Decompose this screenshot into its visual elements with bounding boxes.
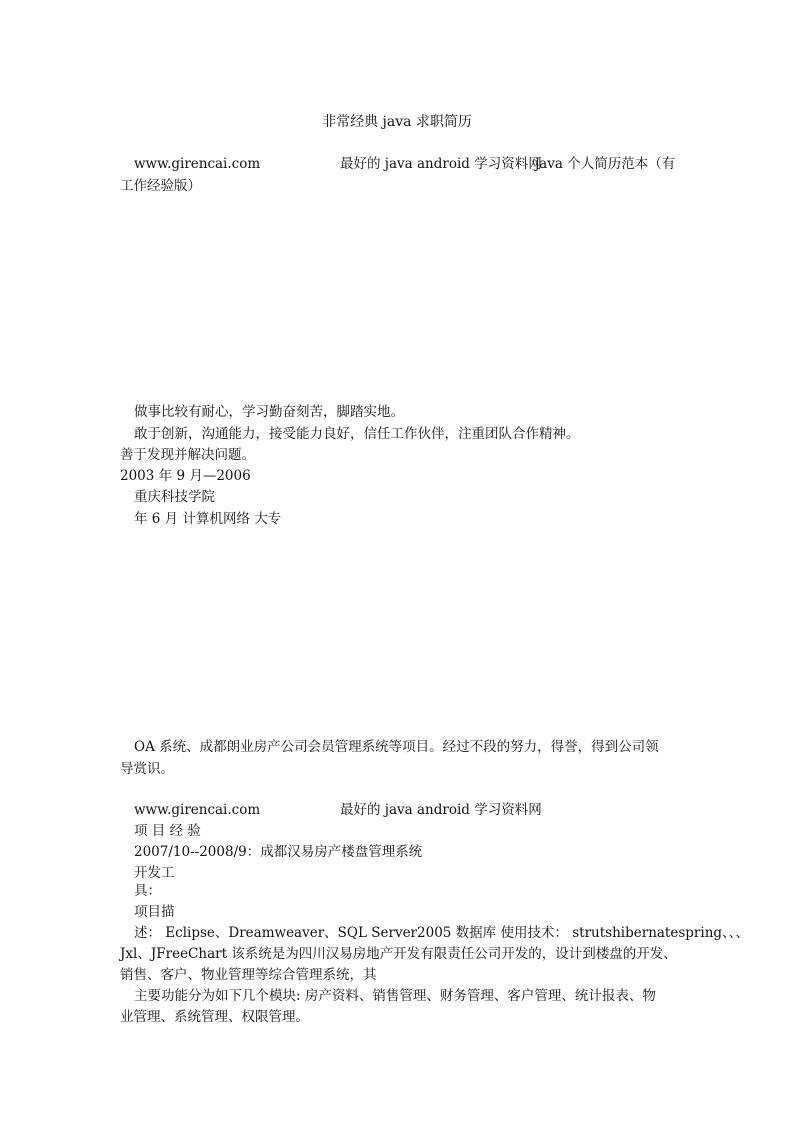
project-desc-line: 述： Eclipse、Dreamweaver、SQL Server2005 数据库 使用技术： strutshibernatespring、、、 xyxy=(134,925,750,941)
education-period: 2003 年 9 月—2006 xyxy=(120,468,251,484)
experience-summary-line: OA 系统、成都朗业房产公司会员管理系统等项目。经过不段的努力，得誉，得到公司领 xyxy=(134,739,659,755)
profile-line: 善于发现并解决问题。 xyxy=(120,447,255,463)
project-period-name: 2007/10--2008/9：成都汉易房产楼盘管理系统 xyxy=(134,844,423,860)
experience-summary-line: 导赏识。 xyxy=(120,761,174,777)
project-tools-label: 具： xyxy=(134,883,161,899)
project-section-title: 项 目 经 验 xyxy=(134,823,201,839)
profile-line: 做事比较有耐心，学习勤奋刻苦，脚踏实地。 xyxy=(134,404,404,420)
site-url: www.girencai.com xyxy=(134,156,261,172)
project-desc-line: 销售、客户、物业管理等综合管理系统，其 xyxy=(120,967,377,983)
education-school: 重庆科技学院 xyxy=(134,489,215,505)
project-desc-line: Jxl、JFreeChart 该系统是为四川汉易房地产开发有限责任公司开发的，设计到楼盘的开发、 xyxy=(120,946,677,962)
site-tagline: 最好的 java android 学习资料网 xyxy=(340,802,542,818)
project-modules-line: 主要功能分为如下几个模块: 房产资料、销售管理、财务管理、客户管理、统计报表、物 xyxy=(134,988,656,1004)
resume-subtitle: java 个人简历范本（有 xyxy=(535,156,676,172)
profile-line: 敢于创新，沟通能力，接受能力良好，信任工作伙伴，注重团队合作精神。 xyxy=(134,426,580,442)
resume-subtitle-wrap: 工作经验版） xyxy=(120,178,201,194)
education-detail: 年 6 月 计算机网络 大专 xyxy=(134,511,282,527)
project-modules-line: 业管理、系统管理、权限管理。 xyxy=(120,1009,309,1025)
project-desc-label: 项目描 xyxy=(134,904,175,920)
project-tools-label: 开发工 xyxy=(134,865,175,881)
document-title: 非常经典 java 求职简历 xyxy=(322,114,472,130)
site-tagline: 最好的 java android 学习资料网 xyxy=(340,156,542,172)
site-url: www.girencai.com xyxy=(134,802,261,818)
